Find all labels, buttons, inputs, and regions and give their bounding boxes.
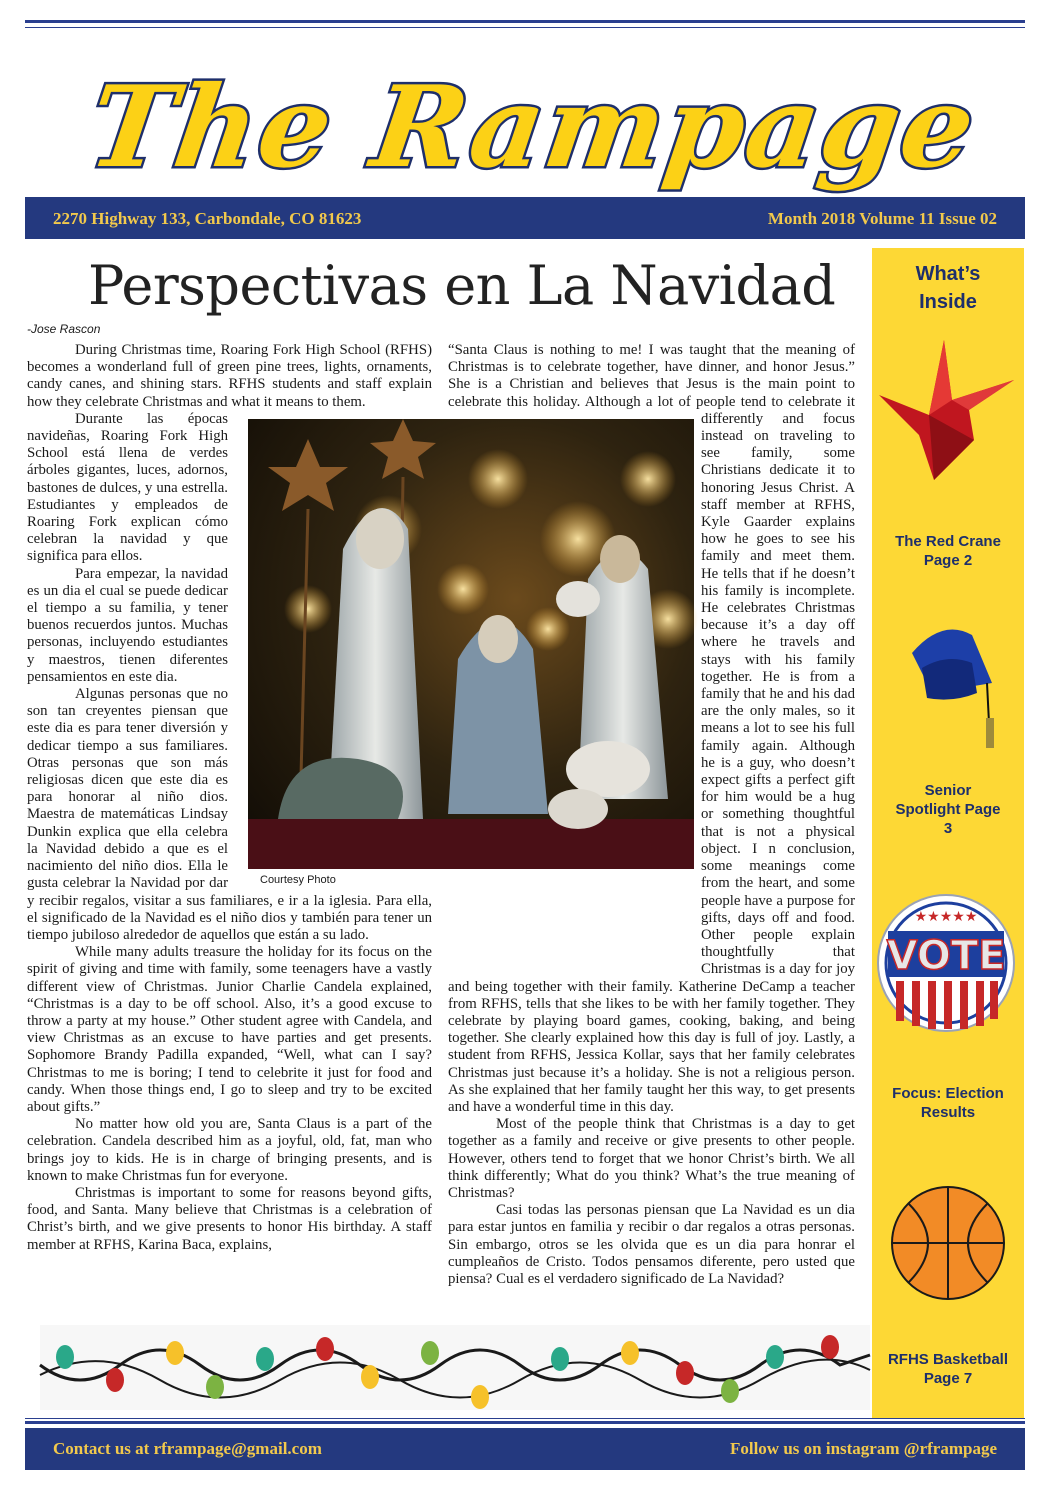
paragraph: Algunas personas que no son tan creyentes piensan que este dia es para tener diversión y dedicar tiempo a sus familiares. Otras personas que son más religiosas dicen que este dia es para honorar al niño dios. Maestra de matemáticas Lindsay Dunkin explica que ella celebra la Navidad debido a que es el nacimiento del niño dios. Ella le gusta celebrar la Navidad por dar y recibir regalos, visitar a sus familiares, e ir a la iglesia. Para ella, el significado de la Navidad es el niño dios y también para tener un tiempo jubiloso alrededor de aquellos que están a su lado. [27,686,432,943]
sidebar-title: What’s Inside [915,263,981,313]
paragraph: Christmas is important to some for reasons beyond gifts, food, and Santa. Many believe that Christmas is a celebration of Christ’s birth, and we give presents to honor His birthday. A staff member at RFHS, Karina Baca, explains, [27,1184,432,1253]
masthead-logo [81,48,985,198]
vote-badge-icon[interactable] [876,893,1016,1033]
footer-bar [25,1428,1025,1470]
issue-info: Month 2018 Volume 11 Issue 02 [767,209,997,228]
paragraph: Casi todas las personas piensan que La Navidad es un dia para estar juntos en familia y recibir o dar regalos a otras personas. Sin embargo, otros se les olvida que es un dia para honrar el cumpleaños de Cristo. Todos pensamos diferente, pero usted que piensa? Cual es el verdadero significado de La Navidad? [448,1202,855,1287]
christmas-lights-decoration [40,1325,870,1425]
vote-badge-text: VOTE [886,933,1006,979]
paragraph: No matter how old you are, Santa Claus is a part of the celebration. Candela described him as a joyful, old, fat, man who brings joy to kids. He is in charge of bringing presents, and is known to make Christmas fun for everyone. [27,1116,432,1184]
article-byline: -Jose Rascon [27,322,101,336]
bottom-rule-thin [25,1418,1025,1419]
article-headline: Perspectivas en La Navidad [88,254,836,317]
basketball-icon[interactable] [888,1183,1008,1303]
paragraph: During Christmas time, Roaring Fork High School (RFHS) becomes a wonderland full of green pine trees, lights, ornaments, candy canes, and shining stars. RFHS students and staff explain how they celebrate Christmas and what it means to them. [27,342,432,410]
sidebar-item-senior-spotlight[interactable]: Senior Spotlight Page 3 [895,782,1001,837]
masthead-title: The Rampage [81,60,985,193]
graduation-cap-icon[interactable] [902,623,997,758]
nativity-photo [248,419,694,869]
top-rule-thick [25,20,1025,23]
sidebar-item-red-crane[interactable]: The Red Crane Page 2 [895,533,1001,569]
address: 2270 Highway 133, Carbondale, CO 81623 [53,209,362,228]
sidebar-item-basketball[interactable]: RFHS Basketball Page 7 [887,1351,1009,1387]
paragraph: While many adults treasure the holiday for its focus on the spirit of giving and time with family, some teenagers have a vastly different view of Christmas. Junior Charlie Candela explained, “Christmas is a day to be off school. Also, it’s a good excuse to throw a party at my house.” Other student agree with Candela, and view Christmas as an excuse to have parties and get presents. Sophomore Brandy Padilla expanded, “Well, what can I say? Christmas to me is boring; I tend to celebrite it just for food and candy. When those things end, I go to sleep and try to be excited about gifts.” [27,944,432,1115]
bottom-rule-thick [25,1421,1025,1424]
top-rule-thin [25,27,1025,28]
paragraph: Most of the people think that Christmas is a day to get together as a family and receive or give presents to other people. However, others tend to forget that we honor Christ’s birth. We all think differently; What do you think? What’s the true meaning of Christmas? [448,1116,855,1201]
paragraph: Para empezar, la navidad es un dia el cual se puede dedicar el tiempo a su familia, y tener buenos recuerdos juntos. Muchas personas, incluyendo estudiantes y maestros, tienen diferentes pensamientos en este dia. [27,565,228,685]
sidebar-item-election-results[interactable]: Focus: Election Results [892,1085,1004,1121]
whats-inside-sidebar [872,248,1024,1418]
info-bar [25,197,1025,239]
paper-crane-icon[interactable] [874,340,1020,500]
contact-email[interactable]: Contact us at rframpage@gmail.com [53,1439,322,1458]
photo-caption: Courtesy Photo [260,874,336,886]
svg-text:★★★★★: ★★★★★ [914,910,978,925]
paragraph: “Santa Claus is nothing to me! I was taught that the meaning of Christmas is to celebrate together, have dinner, and honor Jesus.” She is a Christian and believes that Jesus is the main point to celebrate this holiday. Although a lot of people tend to celebrate it differently and focus instead on traveling to see family, some Christians dedicate it to honoring Jesus Christ. A staff member at RFHS, Kyle Gaarder explains how he goes to see his family and meet them. He tells that if he doesn’t his family is incomplete. He celebrates Christmas because it’s a day off where he travels and stays with his family together. He is from a family that he and his dad are the only males, so it means a lot to see his full family again. Although he is a guy, who doesn’t expect gifts a perfect gift for him would be a hug or something thoughtful that is not a physical object. I n conclusion, some meanings come from the heart, and some people have a purpose for gifts, days off and food. Other people explain thoughtfully that Christmas is a day for joy and being together with their family. Katherine DeCamp a teacher from RFHS, tells that she likes to be with her family together. They celebrate by playing board games, cooking, baking, and being together. She clearly explained how this day is full of joy. Lastly, a student from RFHS, Jessica Kollar, says that her family celebrates Christmas just because it’s a holiday. She is not a religious person. As she explained that her family taught her this way, to get presents and have a wonderful time in this day. [448,342,855,1115]
paragraph: Durante las épocas navideñas, Roaring Fork High School está llena de verdes árboles gigantes, luces, adornos, bastones de dulces, y una estrella. Estudiantes y empleados de Roaring Fork explican cómo celebran la navidad y que significa para ellos. [27,410,228,565]
instagram-handle[interactable]: Follow us on instagram @rframpage [729,1439,997,1458]
